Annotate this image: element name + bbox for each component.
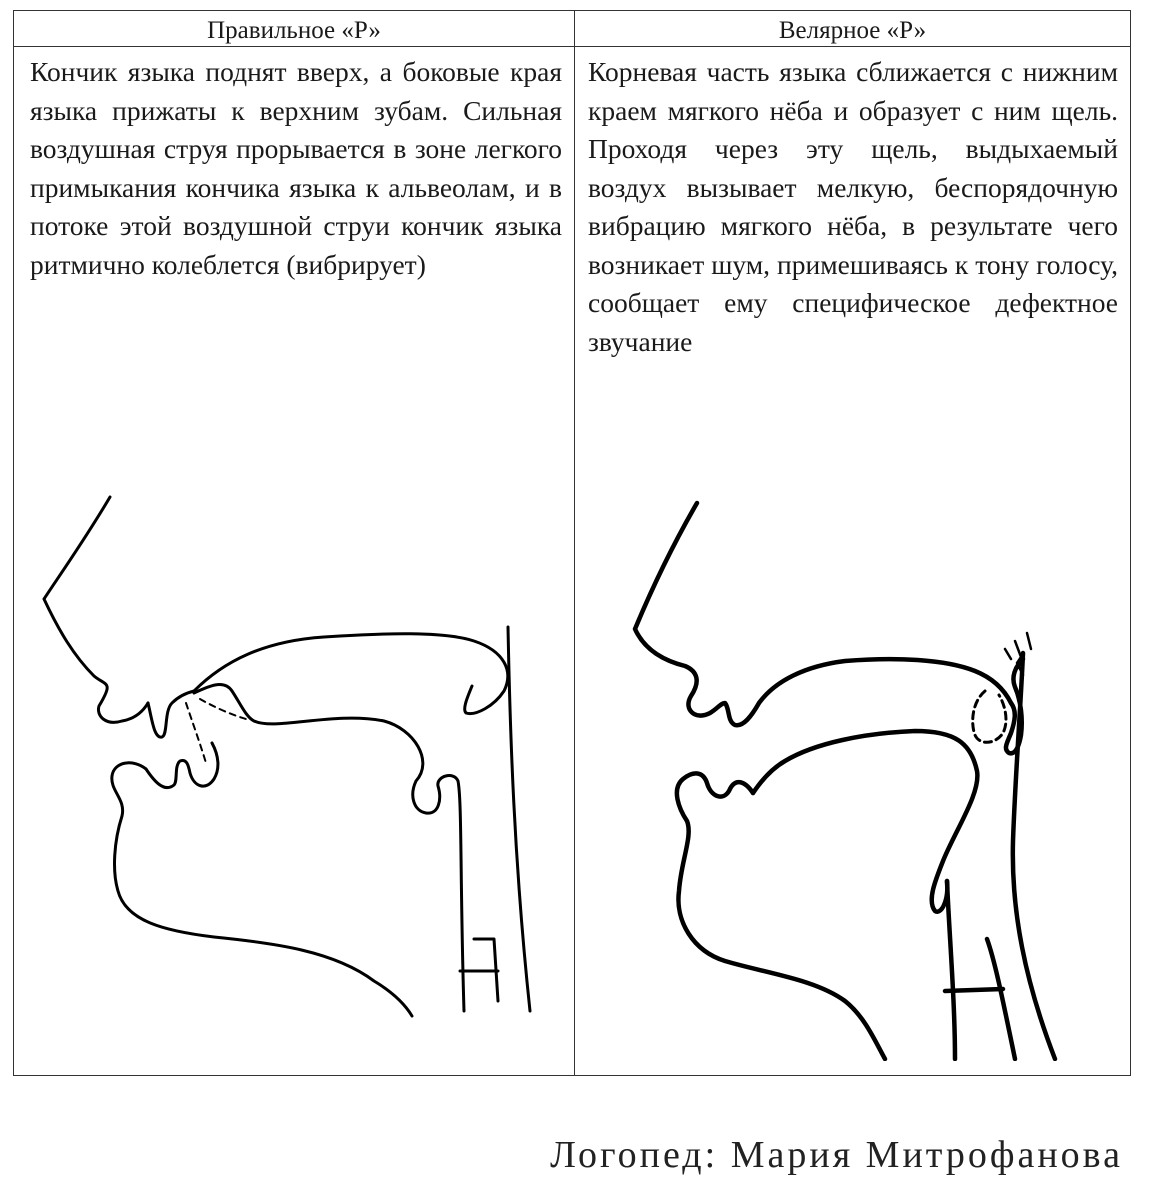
tongue: [194, 685, 464, 1011]
tongue: [753, 731, 977, 912]
comparison-table: [13, 10, 1131, 1076]
tongue-underside: [146, 743, 218, 788]
header-correct-r: Правильное «Р»: [14, 11, 574, 47]
author-caption: Логопед: Мария Митрофанова: [550, 1134, 1123, 1176]
diagram-velar-r: [575, 481, 1131, 1061]
diagram-correct-r: [14, 481, 572, 1021]
pharynx-wall: [508, 627, 530, 1011]
lower-lip-chin: [677, 773, 885, 1059]
description-correct-r: Кончик языка поднят вверх, а боковые края языка прижаты к верхним зубам. Сильная воздушная струя прорывается в зоне легкого примыкания кончика языка к альвеолам, и в потоке этой воздушной струи кончик языка ритмично колеблется (вибрирует): [30, 56, 562, 280]
vibration-mark-2: [1005, 649, 1011, 659]
vibration-mark-3: [1027, 633, 1031, 649]
upper-teeth: [148, 691, 194, 737]
larynx-line: [945, 989, 1003, 991]
header-velar-r: Велярное «Р»: [575, 11, 1130, 47]
column-velar-r: [574, 11, 1130, 1075]
palate: [194, 634, 508, 714]
tongue-alt-position: [186, 703, 206, 763]
description-velar-r: Корневая часть языка сближается с нижним краем мягкого нёба и образует с ним щель. Проходя через эту щель, выдыхаемый воздух вызывает мелкую, беспорядочную вибрацию мягкого нёба, в результате чего возникает шум, примешиваясь к тону голосу, сообщает ему специфическое дефектное звучание: [588, 56, 1118, 357]
lower-lip-chin: [112, 763, 412, 1016]
larynx-cartilage: [987, 939, 1015, 1059]
pharynx-wall: [1013, 653, 1055, 1059]
column-correct-r: [14, 11, 574, 1075]
pharynx-front: [947, 881, 955, 1059]
face-profile-upper: [635, 503, 1011, 725]
velum-alt-position: [973, 691, 1006, 742]
face-profile-upper: [44, 497, 148, 722]
